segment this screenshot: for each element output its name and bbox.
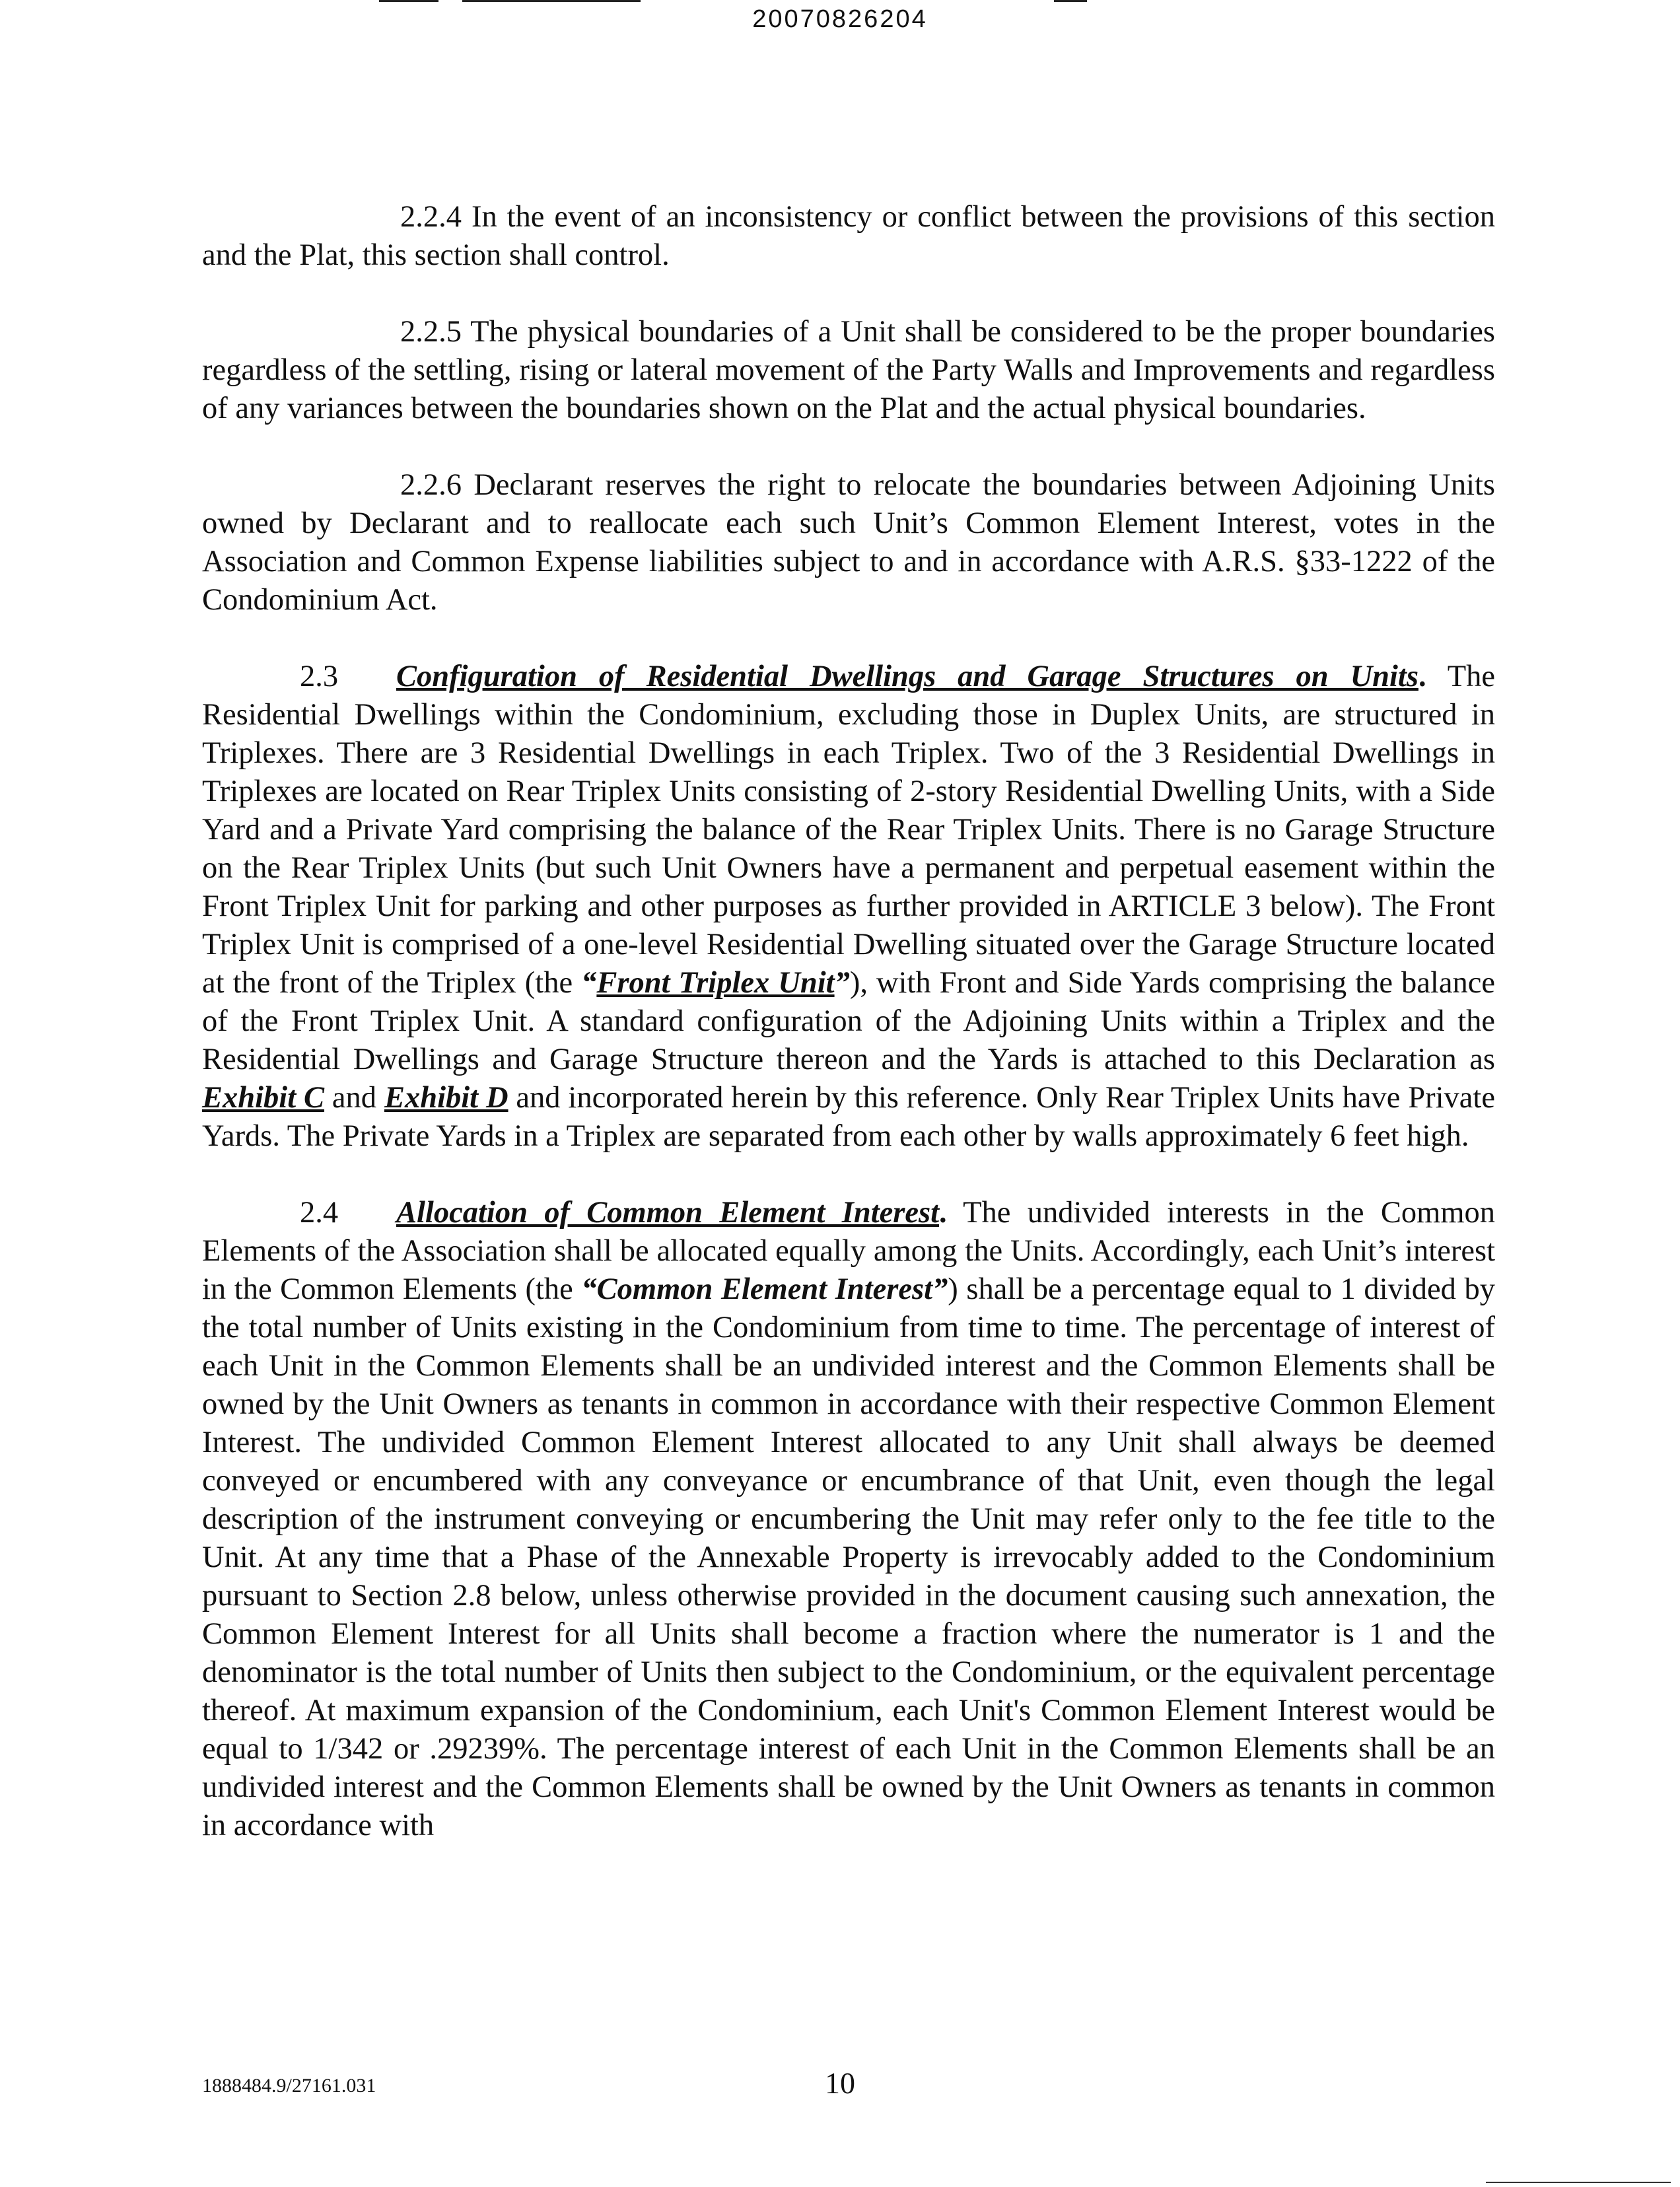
section-2-3	[202, 658, 1495, 1156]
recording-number: 20070826204	[752, 5, 928, 33]
section-heading: Configuration of Residential Dwellings and Garage Structures on Units	[396, 660, 1418, 693]
document-id: 1888484.9/27161.031	[202, 2075, 376, 2097]
paragraph-text: and incorporated herein by this reference. Only Rear Triplex Units have Private Yards. The Private Yards in a Triplex are separated from each other by walls approximately 6 feet high.	[202, 1081, 1495, 1153]
paragraph-2-2-4	[202, 198, 1495, 275]
scan-edge-line	[1054, 0, 1087, 2]
paragraph-text: ), with Front and Side Yards comprising the balance of the Front Triplex Unit. A standard configuration of the Adjoining Units within a Triplex and the Residential Dwellings and Garage Structure thereon and the Yards is attached to this Declaration as	[202, 966, 1495, 1076]
paragraph-text: In the event of an inconsistency or conflict between the provisions of this section and the Plat, this section shall control.	[202, 200, 1496, 272]
exhibit-d-reference: Exhibit D	[384, 1081, 508, 1115]
defined-term: Front Triplex Unit	[596, 966, 835, 1000]
scan-edge-line	[462, 0, 641, 2]
section-heading: Allocation of Common Element Interest	[396, 1196, 940, 1230]
paragraph-2-2-5	[202, 313, 1495, 428]
page-number: 10	[825, 2066, 855, 2100]
section-number: 2.4	[300, 1196, 339, 1230]
paragraph-2-2-6	[202, 466, 1495, 619]
quote-mark: “	[581, 966, 597, 1000]
scan-edge-line	[379, 0, 438, 2]
section-number: 2.3	[300, 660, 339, 693]
heading-period: .	[939, 1196, 947, 1230]
heading-period: .	[1418, 660, 1426, 693]
defined-term: “Common Element Interest”	[581, 1272, 948, 1306]
paragraph-text: The undivided interests in the Common Elements of the Association shall be allocated equally among the Units. Accordingly, each Unit’s interest in the Common Elements (the	[202, 1196, 1495, 1306]
document-body	[202, 198, 1495, 1845]
section-number: 2.2.5	[400, 315, 462, 349]
section-2-4	[202, 1194, 1495, 1845]
section-number: 2.2.6	[400, 468, 462, 502]
paragraph-text: The Residential Dwellings within the Condominium, excluding those in Duplex Units, are structured in Triplexes. There are 3 Residential Dwellings in each Triplex. Two of the 3 Residential Dwellings in Triplexes are located on Rear Triplex Units consisting of 2-story Residential Dwelling Units, with a Side Yard and a Private Yard comprising the balance of the Rear Triplex Units. There is no Garage Structure on the Rear Triplex Units (but such Unit Owners have a permanent and perpetual easement within the Front Triplex Unit for parking and other purposes as further provided in ARTICLE 3 below). The Front Triplex Unit is comprised of a one-level Residential Dwelling situated over the Garage Structure located at the front of the Triplex (the	[202, 660, 1495, 1000]
paragraph-text: Declarant reserves the right to relocate the boundaries between Adjoining Units owned by Declarant and to reallocate each such Unit’s Common Element Interest, votes in the Association and Common Expense liabilities subject to and in accordance with A.R.S. §33-1222 of the Condominium Act.	[202, 468, 1496, 617]
paragraph-text: The physical boundaries of a Unit shall be considered to be the proper boundaries regardless of the settling, rising or lateral movement of the Party Walls and Improvements and regardless of any variances between the boundaries shown on the Plat and the actual physical boundaries.	[202, 315, 1495, 425]
paragraph-text: and	[324, 1081, 384, 1115]
section-number: 2.2.4	[400, 200, 462, 234]
quote-mark: ”	[834, 966, 850, 1000]
scan-edge-line	[1486, 2182, 1671, 2183]
exhibit-c-reference: Exhibit C	[202, 1081, 325, 1115]
paragraph-text: ) shall be a percentage equal to 1 divided by the total number of Units existing in the Condominium from time to time. The percentage of interest of each Unit in the Common Elements shall be an undivided interest and the Common Elements shall be owned by the Unit Owners as tenants in common in accordance with their respective Common Element Interest. The undivided Common Element Interest allocated to any Unit shall always be deemed conveyed or encumbered with any conveyance or encumbrance of that Unit, even though the legal description of the instrument conveying or encumbering the Unit may refer only to the fee title to the Unit. At any time that a Phase of the Annexable Property is irrevocably added to the Condominium pursuant to Section 2.8 below, unless otherwise provided in the document causing such annexation, the Common Element Interest for all Units shall become a fraction where the numerator is 1 and the denominator is the total number of Units then subject to the Condominium, or the equivalent percentage thereof. At maximum expansion of the Condominium, each Unit's Common Element Interest would be equal to 1/342 or .29239%. The percentage interest of each Unit in the Common Elements shall be an undivided interest and the Common Elements shall be owned by the Unit Owners as tenants in common in accordance with	[202, 1272, 1495, 1842]
